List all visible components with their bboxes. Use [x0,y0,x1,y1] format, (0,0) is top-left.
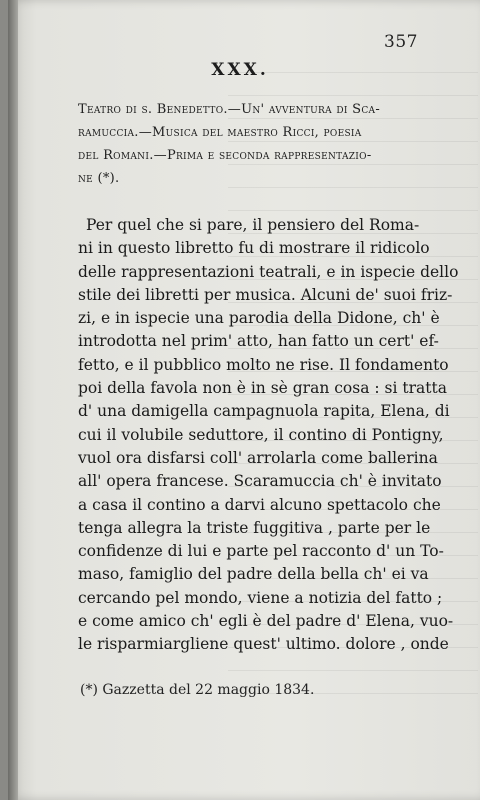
body-text [78,214,459,657]
body-line: delle rappresentazioni teatrali, e in ispecie dello [78,262,459,281]
chapter-heading: XXX. [211,60,269,80]
body-line: a casa il contino a darvi alcuno spettacolo che [78,495,441,514]
body-line: vuol ora disfarsi coll' arrolarla come ballerina [78,448,438,467]
body-line: le risparmiargliene quest' ultimo. dolore , onde [78,635,449,654]
body-line: e come amico ch' egli è del padre d' Elena, vuo- [78,612,454,631]
summary-line: Teatro di s. Benedetto.—Un' avventura di Sca- [78,102,381,117]
summary-line: ne (*). [78,171,120,186]
summary-line: del Romani.—Prima e seconda rappresentazio- [78,148,372,163]
body-line: Per quel che si pare, il pensiero del Roma- [86,216,420,234]
body-line: stile dei libretti per musica. Alcuni de' suoi friz- [78,285,453,304]
body-line: all' opera francese. Scaramuccia ch' è invitato [78,472,442,491]
chapter-summary [78,98,418,190]
body-line: tenga allegra la triste fuggitiva , parte per le [78,518,431,537]
body-line: confidenze di lui e parte pel racconto d' un To- [78,542,444,561]
body-line: cercando pel mondo, viene a notizia del fatto ; [78,588,443,607]
body-line: maso, famiglio del padre della bella ch' ei va [78,565,429,584]
footnote: (*) Gazzetta del 22 maggio 1834. [80,682,315,698]
body-line: introdotta nel prim' atto, han fatto un cert' ef- [78,332,439,351]
body-line: zi, e in ispecie una parodia della Didone, ch' è [78,309,440,328]
page-gutter-shadow [8,0,18,800]
body-line: poi della favola non è in sè gran cosa : si tratta [78,379,447,398]
body-line: ni in questo libretto fu di mostrare il ridicolo [78,239,430,258]
body-line: fetto, e il pubblico molto ne rise. Il fondamento [78,355,449,374]
body-line: d' una damigella campagnuola rapita, Elena, di [78,402,450,421]
page-number: 357 [384,32,418,52]
summary-line: ramuccia.—Musica del maestro Ricci, poesia [78,125,362,140]
body-line: cui il volubile seduttore, il contino di Pontigny, [78,425,444,444]
